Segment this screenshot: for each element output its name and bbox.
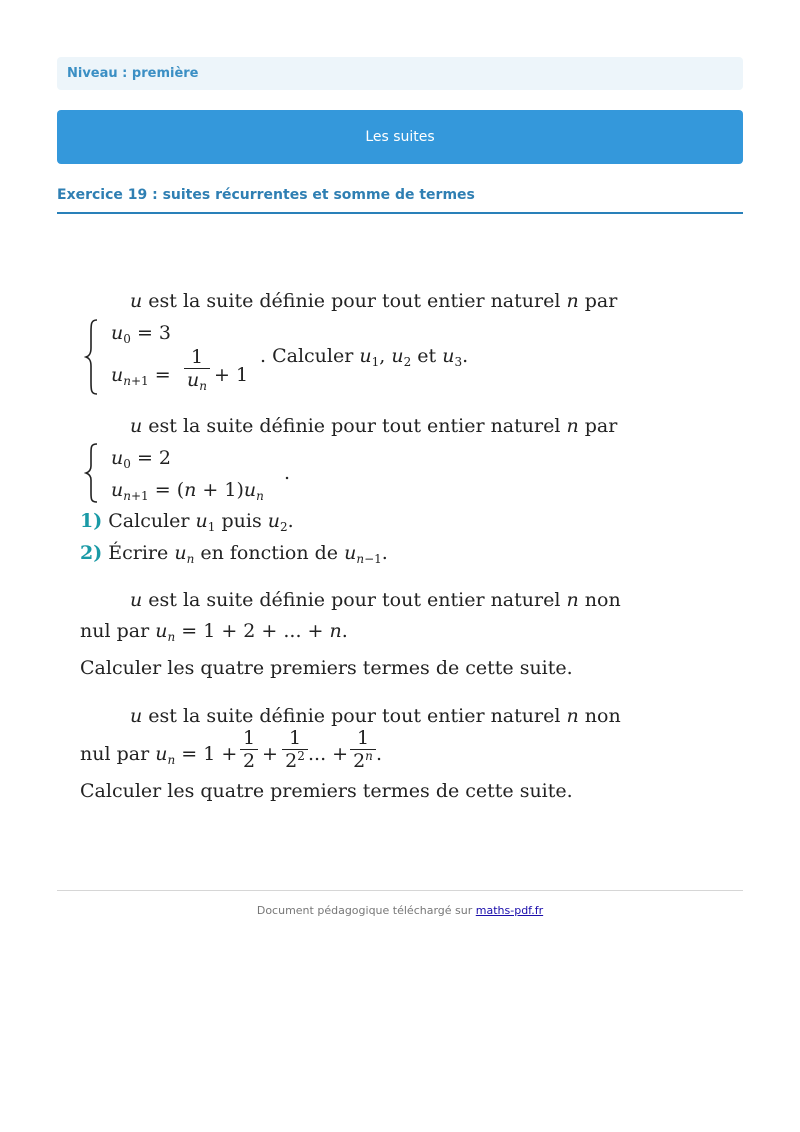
left-brace-icon: [84, 318, 100, 396]
footer-divider: [57, 890, 743, 891]
level-label: Niveau : première: [67, 66, 199, 81]
chapter-title: Les suites: [365, 129, 435, 145]
part2-intro: u est la suite définie pour tout entier naturel n par: [130, 415, 618, 437]
part2-question-1: 1) Calculer $u_1$ puis $u_2$.: [80, 510, 294, 534]
left-brace-icon: [84, 442, 100, 504]
part4-question: Calculer les quatre premiers termes de cette suite.: [80, 780, 573, 802]
part3-question: Calculer les quatre premiers termes de cette suite.: [80, 657, 573, 679]
part1-question: . Calculer $u_1$, $u_2$ et $u_3$.: [260, 345, 469, 369]
footer-link[interactable]: maths-pdf.fr: [475, 904, 544, 917]
part2-period: .: [284, 462, 291, 484]
footer-text: Document pédagogique téléchargé sur: [256, 904, 473, 917]
part4-plus: +: [262, 743, 278, 765]
part1-intro: u est la suite définie pour tout entier naturel n par: [130, 290, 618, 312]
part4-definition-start: nul par $u_n = 1$ +: [80, 743, 238, 767]
part2-question-2: 2) Écrire $u_n$ en fonction de $u_{n-1}$.: [80, 542, 388, 566]
part4-period: .: [376, 743, 383, 765]
part4-ellipsis: ... +: [308, 743, 349, 765]
part4-fraction-1: 1 2: [240, 727, 258, 772]
part4-fraction-2: 1 $2^2$: [282, 727, 308, 772]
part4-intro: u est la suite définie pour tout entier naturel n non: [130, 705, 621, 727]
part1-fraction: 1 $u_n$: [184, 346, 210, 391]
part1-recurrence-lhs: $u_{n+1}$ =: [111, 364, 171, 388]
part3-definition: nul par $u_n = 1 + 2$ + ... + n.: [80, 620, 348, 644]
exercise-title: Exercice 19 : suites récurrentes et somme de termes: [57, 186, 743, 214]
part3-intro: u est la suite définie pour tout entier naturel n non: [130, 589, 621, 611]
footer: [57, 904, 743, 917]
part4-fraction-3: 1 2$^n$: [350, 727, 376, 772]
part1-u0-line: $u_0 = 3$: [111, 322, 171, 346]
chapter-banner: [57, 110, 743, 164]
part2-recurrence: $u_{n+1} = (n + 1)u_n$: [111, 479, 264, 503]
part1-plus-one: + 1: [214, 364, 249, 386]
part2-u0-line: $u_0 = 2$: [111, 447, 171, 471]
level-banner: [57, 57, 743, 90]
